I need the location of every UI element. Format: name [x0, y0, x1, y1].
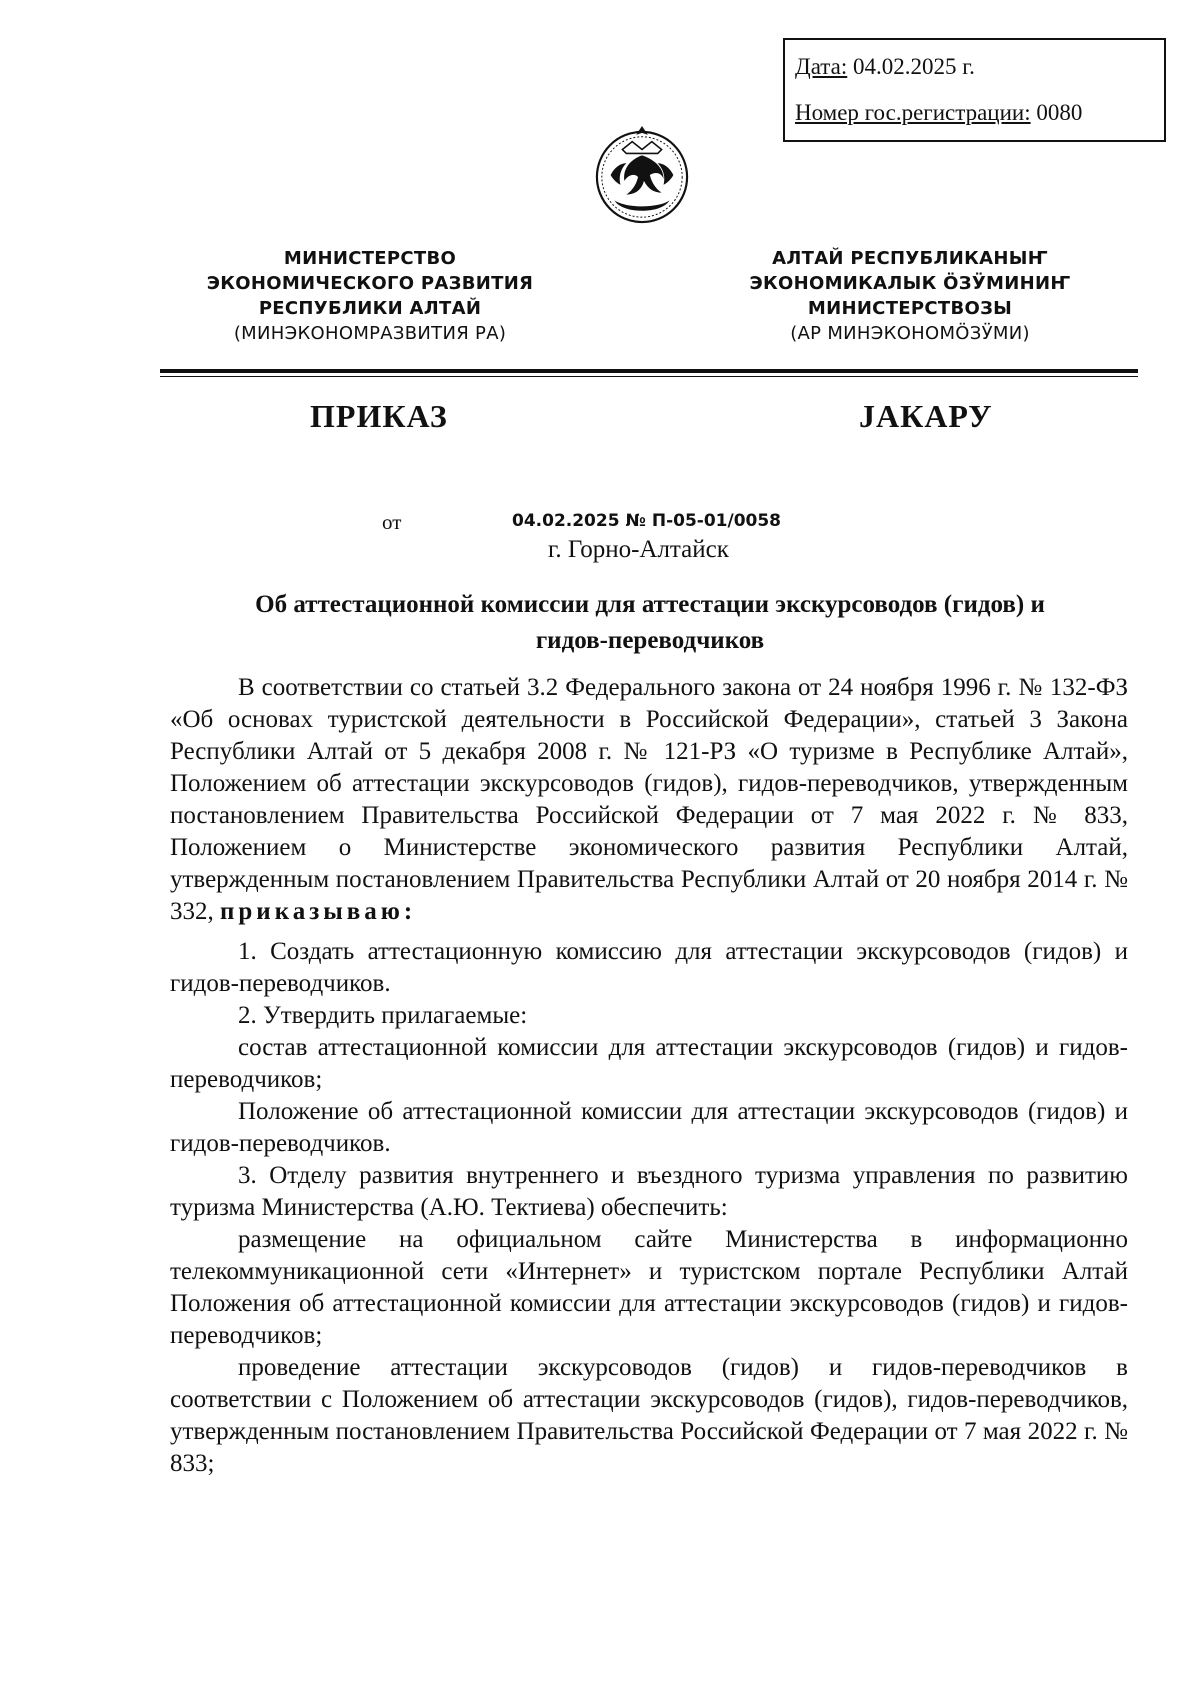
order-items	[170, 936, 1128, 1480]
order-title-altai: JАКАРУ	[859, 398, 993, 434]
registration-number-value: 0080	[1036, 100, 1083, 125]
ministry-alt-line3: МИНИСТЕРСТВОЗЫ	[807, 298, 1013, 319]
header-divider-thick	[160, 369, 1138, 373]
ministry-ru-line3: РЕСПУБЛИКИ АЛТАЙ	[258, 298, 482, 319]
order-title-russian: ПРИКАЗ	[310, 398, 448, 434]
ministry-ru-line1: МИНИСТЕРСТВО	[283, 248, 457, 269]
ministry-alt-line1: АЛТАЙ РЕСПУБЛИКАНЫҤ	[772, 248, 1048, 269]
ministry-ru-abbr: (МИНЭКОНОМРАЗВИТИЯ РА)	[233, 323, 507, 344]
registration-stamp	[783, 38, 1166, 142]
order-from-label: от	[382, 510, 402, 534]
item-3: 3. Отделу развития внутреннего и въездного туризма управления по развитию туризма Министерства (А.Ю. Тектиева) обеспечить:	[170, 1162, 1128, 1221]
ministry-ru-line2: ЭКОНОМИЧЕСКОГО РАЗВИТИЯ	[206, 273, 534, 294]
order-subject-line1: Об аттестационной комиссии для аттестации экскурсоводов (гидов) и	[255, 591, 1045, 618]
ministry-alt-line2: ЭКОНОМИКАЛЫК ÖЗӰМИНИҤ	[749, 273, 1071, 294]
ministry-name-russian	[180, 246, 560, 346]
registration-date	[795, 54, 975, 80]
order-date-number: 04.02.2025 № П-05-01/0058	[512, 511, 782, 531]
registration-date-label: Дата:	[795, 54, 848, 79]
registration-date-value: 04.02.2025 г.	[852, 54, 975, 79]
item-3b: проведение аттестации экскурсоводов (гидов) и гидов-переводчиков в соответствии с Положением об аттестации экскурсоводов (гидов), гидов-переводчиков, утвержденным постановлением Правительства Российской Федерации от 7 мая 2022 г. № 833;	[170, 1354, 1128, 1477]
registration-number-label: Номер гос.регистрации:	[795, 100, 1031, 125]
registration-number	[795, 100, 1082, 126]
item-2: 2. Утвердить прилагаемые:	[238, 1002, 528, 1029]
preamble-paragraph	[170, 672, 1128, 928]
ministry-alt-abbr: (АР МИНЭКОНОМÖЗӰМИ)	[790, 323, 1030, 344]
item-1: 1. Создать аттестационную комиссию для аттестации экскурсоводов (гидов) и гидов-переводчиков.	[170, 938, 1128, 997]
order-preamble	[170, 672, 1128, 928]
order-subject	[170, 587, 1130, 659]
order-city: г. Горно-Алтайск	[548, 536, 729, 563]
order-subject-line2: гидов-переводчиков	[535, 627, 765, 654]
item-2a: состав аттестационной комиссии для аттестации экскурсоводов (гидов) и гидов-переводчиков;	[170, 1034, 1128, 1093]
item-3a: размещение на официальном сайте Министерства в информационно телекоммуникационной сети «Интернет» и туристском портале Республики Алтай Положения об аттестационной комиссии для аттестации экскурсоводов (гидов) и гидов-переводчиков;	[170, 1226, 1128, 1349]
coat-of-arms-altai-icon	[593, 120, 691, 230]
item-2b: Положение об аттестационной комиссии для аттестации экскурсоводов (гидов) и гидов-переводчиков.	[170, 1098, 1128, 1157]
preamble-command: приказываю:	[220, 898, 417, 925]
header-divider-thin	[160, 376, 1138, 377]
preamble-text: В соответствии со статьей 3.2 Федерального закона от 24 ноября 1996 г. № 132-ФЗ «Об основах туристской деятельности в Российской Федерации», статьей 3 Закона Республики Алтай от 5 декабря 2008 г. № 121-РЗ «О туризме в Республике Алтай», Положением об аттестации экскурсоводов (гидов), гидов-переводчиков, утвержденным постановлением Правительства Российской Федерации от 7 мая 2022 г. № 833, Положением о Министерстве экономического развития Республики Алтай, утвержденным постановлением Правительства Республики Алтай от 20 ноября 2014 г. № 332,	[170, 674, 1128, 925]
ministry-name-altai	[740, 246, 1080, 346]
